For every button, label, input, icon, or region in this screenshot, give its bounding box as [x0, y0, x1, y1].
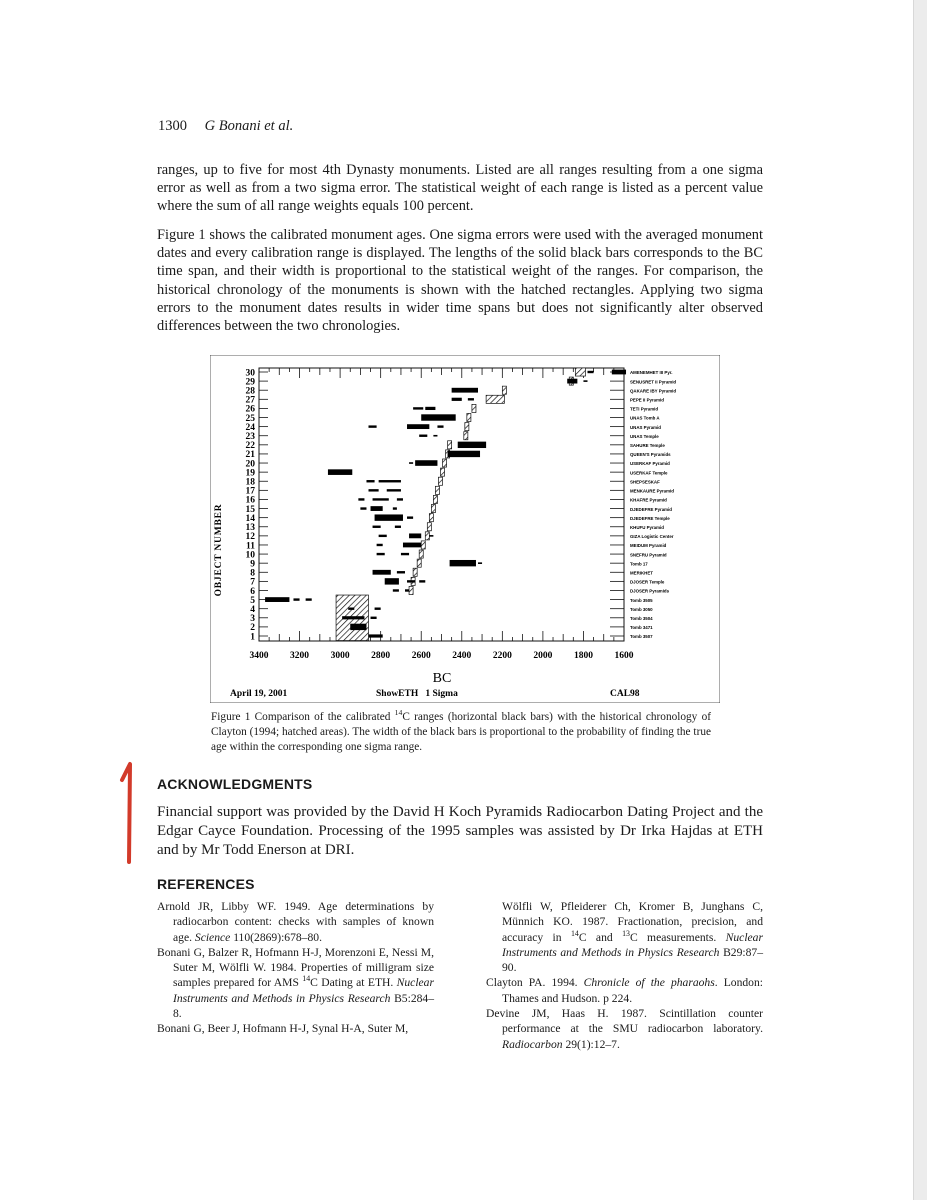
historical-range: [486, 395, 504, 403]
calibrated-range-bar: [403, 543, 421, 548]
monument-label: Tomb 3504: [630, 615, 653, 621]
calibrated-range-bar: [419, 580, 425, 582]
paragraph-ranges: ranges, up to five for most 4th Dynasty monuments. Listed are all ranges resulting from a one sigma error as well as from a two sigma error. The statistical weight of each range is listed as a percent value where the sum of all range weights equals 100 percent.: [157, 162, 763, 215]
calibrated-range-bar: [393, 589, 399, 591]
ref-journal: Nuclear Instruments and Methods in Physics Research: [173, 976, 434, 1005]
running-head: [158, 118, 293, 135]
x-tick-label: 2000: [533, 651, 553, 661]
monument-label: Tomb 3505: [630, 597, 653, 603]
monument-label: Tomb 3050: [630, 606, 653, 612]
calibrated-range-bar: [583, 380, 587, 382]
calibrated-range-bar: [369, 634, 383, 637]
caption-start: Figure 1 Comparison of the calibrated: [211, 711, 395, 723]
y-tick-label: 22: [245, 441, 255, 452]
y-tick-label: 23: [245, 432, 255, 443]
calibrated-range-bar: [373, 498, 389, 500]
calibrated-range-bar: [342, 616, 364, 619]
y-axis-label: OBJECT NUMBER: [214, 503, 224, 597]
monument-label: MEIDUM Pyramid: [630, 543, 667, 549]
x-tick-label: 2400: [452, 651, 472, 661]
monument-label: DJOSER Pyramids: [630, 588, 670, 594]
calibrated-range-bar: [439, 416, 445, 418]
monument-label: MENKAURE Pyramid: [630, 488, 674, 494]
x-axis-label: BC: [432, 671, 452, 686]
historical-range: [467, 413, 471, 421]
historical-range: [417, 559, 421, 567]
monument-label: Tomb 3471: [630, 625, 653, 631]
ref-text: Bonani G, Balzer R, Hofmann H-J, Morenzoni E, Nessi M, Suter M, Wölfli W. 1984. Properties of milligram size samples prepared for AMS: [157, 945, 434, 990]
x-tick-label: 3000: [330, 651, 350, 661]
footer-date: April 19, 2001: [230, 689, 288, 699]
y-tick-label: 18: [245, 477, 255, 488]
monument-label: USERKAF Temple: [630, 470, 668, 476]
calibrated-range-bar: [350, 624, 366, 630]
calibrated-range-bar: [409, 462, 413, 464]
calibrated-range-bar: [375, 607, 381, 609]
ref-journal: Science: [194, 930, 231, 944]
y-tick-label: 15: [245, 504, 255, 515]
ref-text: Wölfli W, Pfleiderer Ch, Kromer B, Junghans C, Münnich KO. 1987. Fractionation, precision, and accuracy in: [502, 900, 763, 944]
x-tick-label: 1600: [614, 651, 634, 661]
historical-range: [425, 532, 429, 540]
calibrated-range-bar: [387, 489, 401, 491]
y-tick-label: 27: [245, 395, 255, 406]
historical-range: [421, 541, 425, 549]
monument-label: QUEEN'S Pyramids: [630, 452, 671, 458]
monument-label: Tomb 3507: [630, 634, 653, 640]
calibrated-range-bar: [468, 398, 474, 400]
y-tick-label: 5: [250, 595, 255, 606]
ref-volume: 110(2869):678–80.: [230, 930, 322, 944]
page-edge: [913, 0, 927, 1200]
x-tick-label: 2600: [411, 651, 431, 661]
reference-bonani-1987: [157, 1021, 434, 1036]
calibrated-range-bar: [452, 388, 478, 393]
calibrated-range-bar: [371, 617, 377, 619]
historical-range: [472, 404, 476, 412]
caption-sup: 14: [394, 708, 403, 718]
historical-range: [575, 368, 585, 376]
monument-label: PEPE II Pyramid: [630, 397, 664, 403]
calibrated-range-bar: [369, 425, 377, 427]
monument-label: UNAS Temple: [630, 433, 659, 439]
footer-calibration: CAL98: [610, 689, 640, 699]
x-tick-label: 2200: [492, 651, 512, 661]
calibrated-range-bar: [358, 498, 364, 500]
calibrated-range-bar: [265, 597, 289, 602]
references-column-right: [486, 899, 763, 1052]
reference-arnold: [157, 899, 434, 945]
ref-volume: B29:87–90.: [502, 945, 764, 975]
y-tick-label: 20: [245, 459, 255, 470]
y-tick-label: 4: [250, 604, 255, 615]
monument-label: UNAS Pyramid: [630, 424, 661, 430]
historical-range: [427, 523, 431, 531]
calibrated-range-bar: [405, 589, 409, 591]
ref-text: C and: [578, 930, 623, 944]
historical-range: [440, 468, 444, 476]
calibrated-range-bar: [407, 580, 415, 582]
historical-range: [448, 441, 452, 449]
calibrated-range-bar: [425, 407, 435, 410]
monument-label: SNEFRU Pyramid: [630, 552, 667, 558]
calibrated-range-bar: [369, 489, 379, 491]
ref-publisher: . London: Thames and Hudson. p 224.: [502, 976, 763, 1005]
footer-program: ShowETH 1 Sigma: [376, 689, 458, 699]
y-tick-label: 9: [250, 559, 255, 570]
historical-range: [413, 568, 417, 576]
calibrated-range-bar: [448, 451, 480, 457]
acknowledgments-heading: ACKNOWLEDGMENTS: [157, 776, 313, 792]
calibrated-range-bar: [395, 526, 401, 528]
x-tick-label: 3200: [290, 651, 310, 661]
calibrated-range-bar: [407, 424, 429, 429]
historical-range: [502, 386, 506, 394]
calibrated-range-bar: [401, 553, 409, 555]
calibrated-range-bar: [413, 407, 423, 409]
y-tick-label: 28: [245, 386, 255, 397]
calibrated-range-bar: [373, 570, 391, 575]
y-tick-label: 3: [250, 614, 255, 625]
monument-label: DJEDEFRE Temple: [630, 515, 670, 521]
monument-label: SAHURE Temple: [630, 443, 665, 449]
handwritten-one-mark: [116, 758, 146, 868]
y-tick-label: 11: [246, 541, 255, 552]
y-tick-label: 10: [245, 550, 255, 561]
calibrated-range-bar: [588, 371, 594, 373]
calibrated-range-bar: [421, 414, 455, 420]
calibrated-range-bar: [415, 460, 437, 466]
calibrated-range-bar: [450, 560, 476, 566]
monument-label: TETI Pyramid: [630, 406, 659, 412]
calibrated-range-bar: [397, 498, 403, 500]
y-tick-label: 14: [245, 513, 255, 524]
reference-clayton: [486, 975, 763, 1006]
y-tick-label: 26: [245, 404, 255, 415]
paragraph-figure-description: Figure 1 shows the calibrated monument ages. One sigma errors were used with the averaged monument dates and every calibration range is displayed. The lengths of the solid black bars corresponds to the BC time span, and their width is proportional to the statistical weight of the ranges. For comparison, the historical chronology of the monuments is shown with the hatched rectangles. Applying two sigma errors to the monument dates results in wider time spans but does not significantly alter observed differences between the two chronologies.: [157, 227, 763, 335]
x-tick-label: 3400: [249, 651, 269, 661]
y-tick-label: 29: [245, 377, 255, 388]
x-tick-label: 1800: [573, 651, 593, 661]
calibrated-range-bar: [348, 607, 354, 609]
calibrated-range-bar: [419, 435, 427, 437]
ref-book-title: Chronicle of the pharaohs: [583, 976, 715, 990]
historical-range: [435, 486, 439, 494]
historical-range: [465, 423, 469, 431]
calibrated-range-bar: [429, 535, 433, 537]
calibrated-range-bar: [377, 553, 385, 555]
calibrated-range-bar: [373, 526, 381, 528]
y-tick-label: 12: [245, 532, 255, 543]
page-number: 1300: [158, 118, 187, 134]
monument-label: USERKAF Pyramid: [630, 461, 670, 467]
y-tick-label: 24: [245, 422, 255, 433]
calibrated-range-bar: [433, 435, 437, 437]
x-tick-label: 2800: [371, 651, 391, 661]
ref-sup: 13: [622, 928, 630, 938]
calibrated-range-bar: [612, 370, 626, 375]
ref-text: Devine JM, Haas H. 1987. Scintillation counter performance at the SMU radiocarbon laboratory.: [486, 1007, 763, 1036]
y-tick-label: 6: [250, 586, 255, 597]
y-tick-label: 19: [245, 468, 255, 479]
references-column-left: [157, 899, 434, 1037]
historical-range: [431, 505, 435, 513]
ref-volume: B5:284–8.: [173, 991, 435, 1021]
monument-label: DJEDEFRE Pyramid: [630, 506, 672, 512]
historical-range: [443, 459, 447, 467]
historical-range: [419, 550, 423, 558]
historical-range: [433, 495, 437, 503]
historical-range: [429, 514, 433, 522]
historical-range: [409, 586, 413, 594]
calibrated-range-bar: [293, 598, 299, 600]
ref-text: Bonani G, Beer J, Hofmann H-J, Synal H-A, Suter M,: [157, 1022, 409, 1036]
calibrated-range-bar: [478, 562, 482, 564]
calibrated-range-bar: [360, 507, 366, 509]
ref-journal: Radiocarbon: [502, 1037, 563, 1051]
ref-text: Arnold JR, Libby WF. 1949. Age determinations by radiocarbon content: checks with samples of known age.: [157, 900, 434, 944]
reference-bonani-1984: [157, 945, 434, 1021]
calibrated-range-bar: [407, 516, 413, 518]
y-tick-label: 17: [245, 486, 255, 497]
acknowledgments-text: Financial support was provided by the David H Koch Pyramids Radiocarbon Dating Project and the Edgar Cayce Foundation. Processing of the 1995 samples was assisted by Dr Irka Hajdas at ETH and by Mr Todd Enerson at DRI.: [157, 804, 763, 858]
monument-label: SHEPSESKAF: [630, 479, 660, 485]
y-tick-label: 21: [245, 450, 255, 461]
monument-label: Tomb 17: [630, 561, 648, 567]
calibrated-range-bar: [393, 507, 397, 509]
monument-label: UNAS Tomb A: [630, 415, 660, 421]
ref-sup: 14: [570, 928, 579, 938]
calibrated-range-bar: [437, 425, 443, 427]
reference-devine: [486, 1006, 763, 1052]
calibrated-range-bar: [385, 578, 399, 584]
y-tick-label: 1: [250, 632, 255, 643]
calibrated-range-bar: [377, 544, 383, 546]
running-authors: G Bonani et al.: [204, 118, 294, 134]
calibrated-range-bar: [458, 442, 486, 448]
monument-label: MERIKHET: [630, 570, 653, 576]
monument-label: KHUFU Pyramid: [630, 524, 664, 530]
figure-1: [210, 355, 720, 703]
y-tick-label: 8: [250, 568, 255, 579]
ref-text: C measurements.: [629, 930, 726, 944]
calibrated-range-bar: [397, 571, 405, 573]
calibrated-range-bar: [375, 514, 403, 520]
references-heading: REFERENCES: [157, 876, 255, 892]
monument-label: DJOSER Temple: [630, 579, 665, 585]
ref-text: C Dating at ETH.: [310, 976, 397, 990]
monument-label: GIZA Logistic Center: [630, 534, 674, 540]
y-tick-label: 25: [245, 413, 255, 424]
ref-sup: 14: [302, 974, 311, 984]
calibrated-range-bar: [366, 480, 374, 482]
y-tick-label: 2: [250, 623, 255, 634]
figure-caption: [211, 710, 711, 755]
monument-label: SENUSRET II Pyramid: [630, 379, 677, 385]
ref-volume: 29(1):12–7.: [562, 1037, 620, 1051]
monument-label: AMENEMHET III Pyr.: [630, 370, 673, 376]
calibrated-range-bar: [328, 469, 352, 475]
y-tick-label: 7: [250, 577, 255, 588]
caption-rest: C ranges (horizontal black bars) with the historical chronology of Clayton (1994; hatched areas). The width of the black bars is proportional to the probability of finding the true age within the corresponding one sigma range.: [211, 711, 711, 753]
y-tick-label: 16: [245, 495, 255, 506]
historical-range: [438, 477, 442, 485]
calibrated-range-bar: [306, 598, 312, 600]
calibrated-range-bar: [409, 533, 421, 538]
calibration-chart: [210, 355, 720, 703]
ref-journal: Nuclear Instruments and Methods in Physics Research: [502, 930, 763, 959]
ref-text: Clayton PA. 1994.: [486, 976, 584, 990]
calibrated-range-bar: [371, 506, 383, 511]
calibrated-range-bar: [379, 480, 401, 482]
monument-label: QAKARE IBY Pyramid: [630, 388, 677, 394]
monument-label: KHAFRE Pyramid: [630, 497, 667, 503]
reference-bonani-1987-cont: [502, 899, 763, 975]
y-tick-label: 30: [245, 368, 255, 379]
calibrated-range-bar: [567, 379, 577, 384]
calibrated-range-bar: [379, 535, 387, 537]
historical-range: [464, 432, 468, 440]
y-tick-label: 13: [245, 523, 255, 534]
calibrated-range-bar: [452, 398, 462, 401]
